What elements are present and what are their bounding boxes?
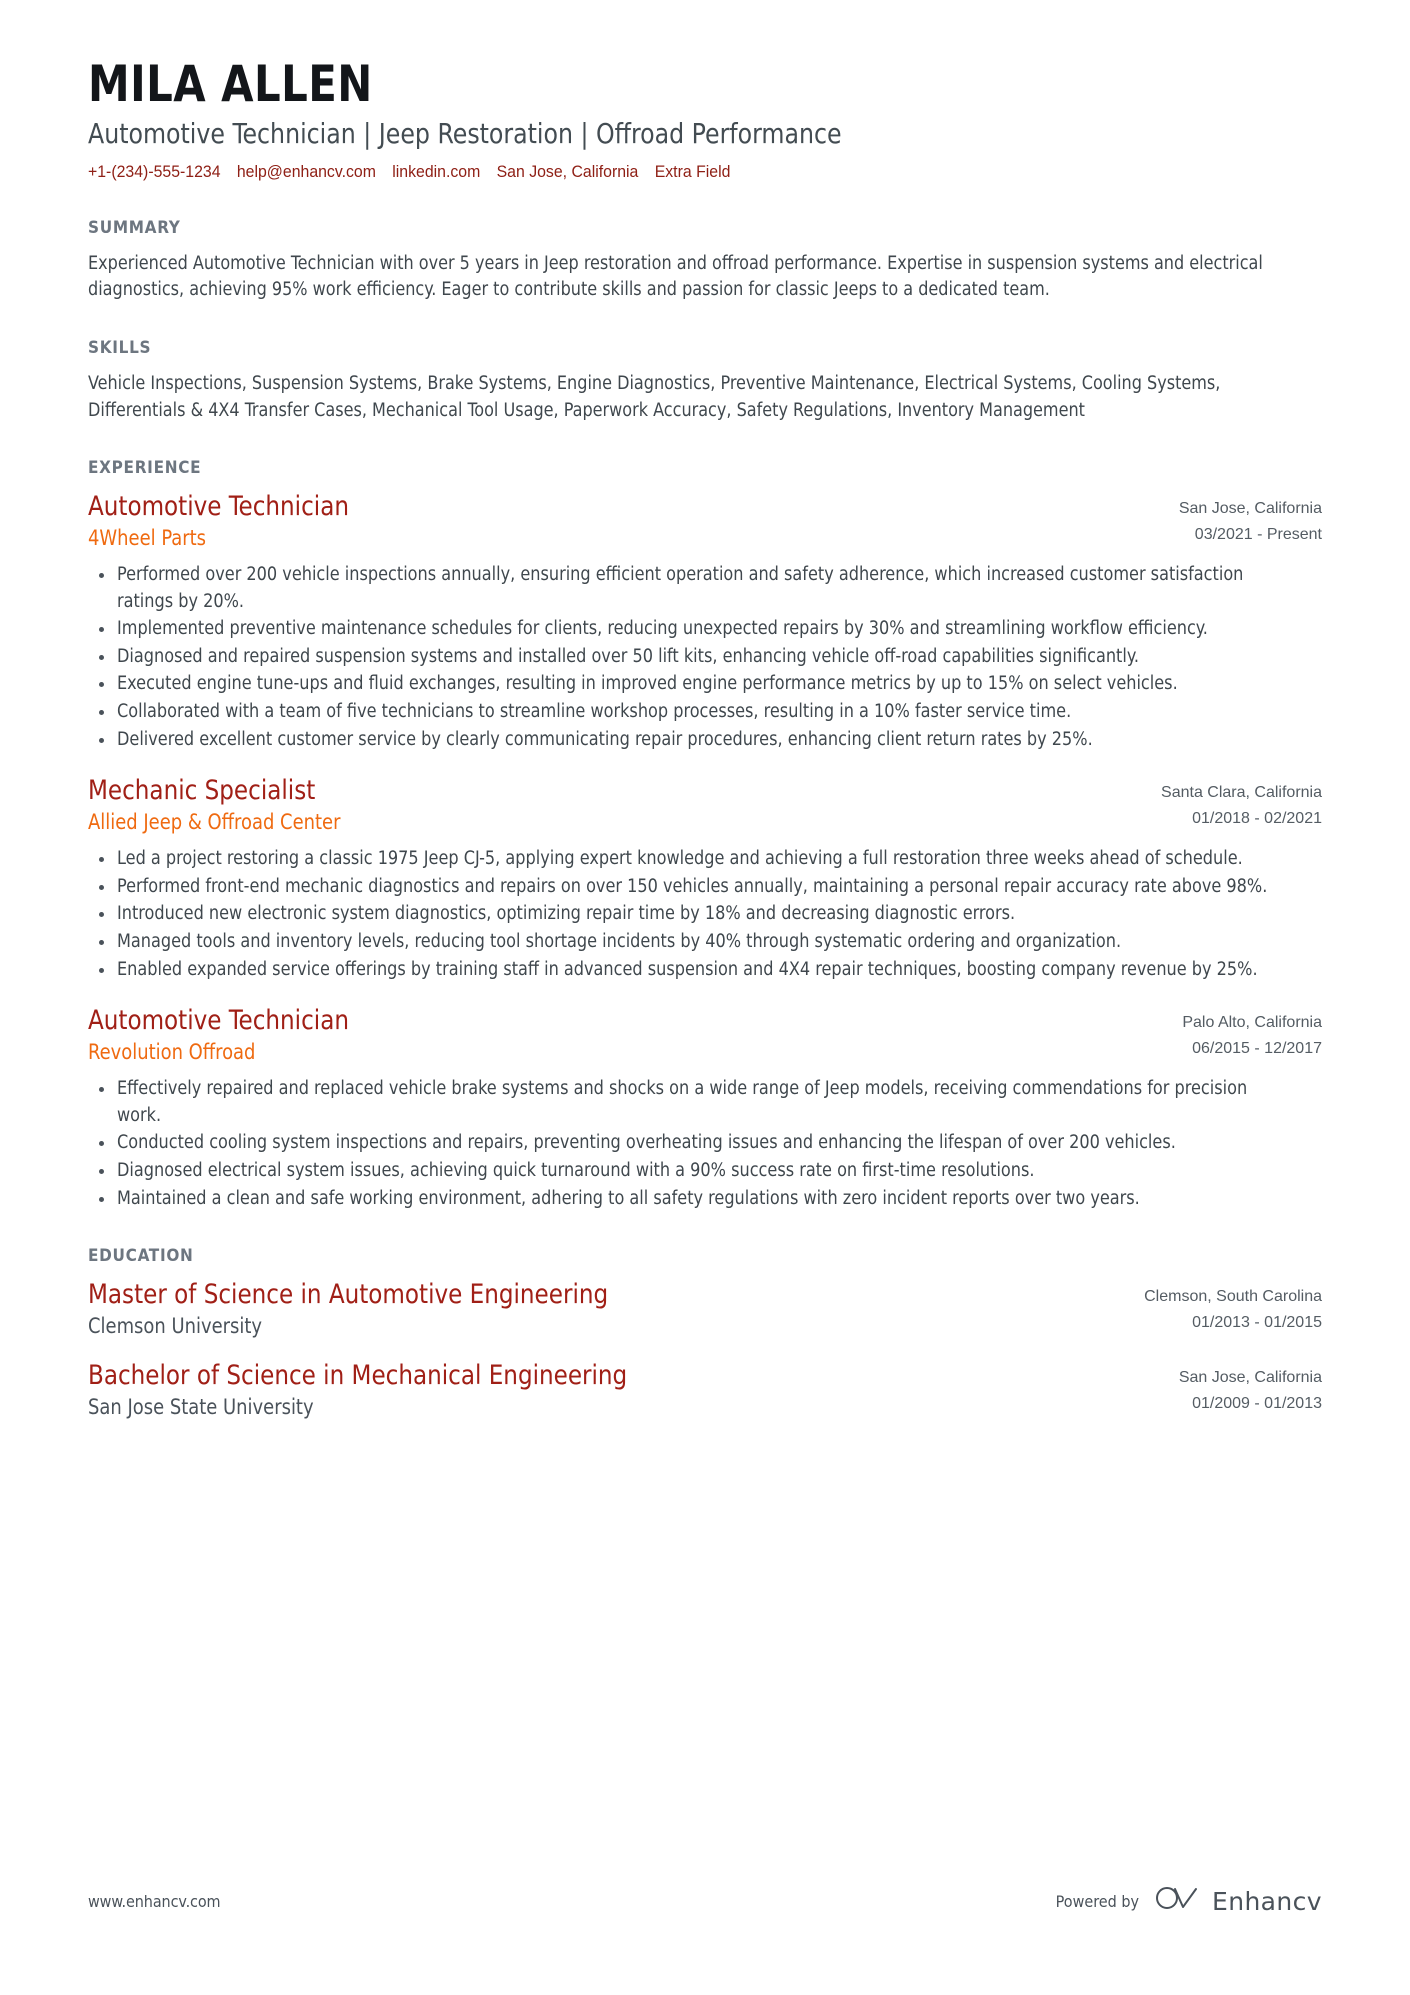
contact-extra-field: Extra Field <box>654 163 731 182</box>
education-entry-meta <box>1092 1360 1322 1417</box>
experience-bullet <box>88 644 1322 671</box>
education-entry-titles <box>88 1279 1068 1340</box>
contact-linkedin[interactable]: linkedin.com <box>392 163 481 182</box>
skills-text: Vehicle Inspections, Suspension Systems, Brake Systems, Engine Diagnostics, Preventive Maintenance, Electrical Systems, Cooling Systems, Differentials & 4X4 Transfer Cases, Mechanical Tool Usage, Paperwork Accuracy, Safety Regulations, Inventory Management <box>88 372 1221 421</box>
experience-entry-header <box>88 775 1322 836</box>
experience-entry-meta <box>1092 775 1322 832</box>
section-experience <box>88 458 1322 1212</box>
powered-by-label: Powered by <box>1055 1892 1139 1911</box>
enhancv-wordmark: Enhancv <box>1212 1887 1322 1916</box>
experience-bullet <box>88 1186 1322 1213</box>
experience-bullet-text: Performed front-end mechanic diagnostics and repairs on over 150 vehicles annually, maintaining a personal repair accuracy rate above 98%. <box>117 875 1268 897</box>
education-degree: Master of Science in Automotive Engineering <box>88 1279 609 1311</box>
experience-company-name: Allied Jeep & Offroad Center <box>88 810 341 835</box>
candidate-name: MILA ALLEN <box>88 55 373 113</box>
experience-location: Santa Clara, California <box>1161 784 1322 802</box>
experience-bullet <box>88 1130 1322 1157</box>
education-school: San Jose State University <box>88 1394 314 1419</box>
education-entry-meta <box>1092 1279 1322 1336</box>
experience-bullet <box>88 846 1322 873</box>
experience-bullet-list <box>88 846 1322 983</box>
experience-bullet <box>88 562 1322 615</box>
experience-bullet-list <box>88 1076 1322 1212</box>
experience-bullet-text: Conducted cooling system inspections and repairs, preventing overheating issues and enhancing the lifespan of over 200 vehicles. <box>117 1132 1176 1154</box>
experience-entry-header <box>88 491 1322 552</box>
footer-website-link[interactable]: www.enhancv.com <box>88 1892 221 1911</box>
experience-dates: 01/2018 - 02/2021 <box>1192 810 1322 828</box>
experience-bullet <box>88 957 1322 984</box>
section-summary <box>88 218 1322 304</box>
experience-company-name: 4Wheel Parts <box>88 526 207 551</box>
experience-bullet <box>88 929 1322 956</box>
experience-bullet <box>88 1076 1322 1129</box>
experience-entry-header <box>88 1005 1322 1066</box>
education-location: San Jose, California <box>1178 1369 1322 1387</box>
experience-bullet-text: Effectively repaired and replaced vehicle brake systems and shocks on a wide range of Jeep models, receiving commendations for precision work. <box>117 1078 1248 1126</box>
section-education <box>88 1246 1322 1421</box>
education-entry-header <box>88 1279 1322 1340</box>
experience-bullet <box>88 671 1322 698</box>
contact-email[interactable]: help@enhancv.com <box>236 163 376 182</box>
experience-list <box>88 491 1322 1212</box>
candidate-headline: Automotive Technician | Jeep Restoration | Offroad Performance <box>88 117 842 150</box>
experience-company-name: Revolution Offroad <box>88 1040 256 1065</box>
education-dates: 01/2009 - 01/2013 <box>1192 1394 1322 1412</box>
education-entry <box>88 1279 1322 1340</box>
experience-bullet <box>88 616 1322 643</box>
footer-branding <box>1056 1886 1322 1917</box>
education-list <box>88 1279 1322 1421</box>
experience-bullet-text: Introduced new electronic system diagnostics, optimizing repair time by 18% and decreasing diagnostic errors. <box>117 903 1016 925</box>
experience-bullet-text: Led a project restoring a classic 1975 Jeep CJ-5, applying expert knowledge and achieving a full restoration three weeks ahead of schedule. <box>117 848 1243 870</box>
experience-job-title: Mechanic Specialist <box>88 775 316 807</box>
education-entry <box>88 1360 1322 1421</box>
section-heading-skills: SKILLS <box>88 337 152 358</box>
section-heading-education: EDUCATION <box>88 1246 194 1267</box>
education-entry-titles <box>88 1360 1068 1421</box>
experience-bullet-text: Managed tools and inventory levels, reducing tool shortage incidents by 40% through systematic ordering and organization. <box>117 931 1122 953</box>
contact-row <box>88 161 1273 183</box>
experience-bullet-text: Delivered excellent customer service by clearly communicating repair procedures, enhancing client return rates by 25%. <box>117 728 1093 750</box>
experience-bullet-text: Maintained a clean and safe working environment, adhering to all safety regulations with zero incident reports over two years. <box>117 1187 1140 1209</box>
experience-bullet-text: Collaborated with a team of five technicians to streamline workshop processes, resulting in a 10% faster service time. <box>117 701 1072 723</box>
experience-location: San Jose, California <box>1178 500 1322 518</box>
education-degree: Bachelor of Science in Mechanical Engineering <box>88 1360 628 1392</box>
experience-entry-titles <box>88 775 1068 836</box>
experience-bullet <box>88 1158 1322 1185</box>
experience-entry <box>88 1005 1322 1212</box>
experience-bullet-text: Diagnosed electrical system issues, achieving quick turnaround with a 90% success rate on first-time resolutions. <box>117 1159 1035 1181</box>
experience-bullet-text: Implemented preventive maintenance schedules for clients, reducing unexpected repairs by 30% and streamlining workflow efficiency. <box>117 618 1208 640</box>
summary-text: Experienced Automotive Technician with over 5 years in Jeep restoration and offroad performance. Expertise in suspension systems and electrical diagnostics, achieving 95% work efficiency. Eager to contribute skills and passion for classic Jeeps to a dedicated team. <box>88 252 1263 301</box>
contact-location: San Jose, California <box>496 163 639 182</box>
education-entry-header <box>88 1360 1322 1421</box>
experience-entry-meta <box>1092 491 1322 548</box>
experience-dates: 06/2015 - 12/2017 <box>1192 1040 1322 1058</box>
education-school: Clemson University <box>88 1314 262 1339</box>
experience-job-title: Automotive Technician <box>88 1005 349 1037</box>
experience-entry-titles <box>88 491 1068 552</box>
page-footer <box>88 1886 1322 1917</box>
experience-entry <box>88 491 1322 753</box>
enhancv-brand <box>1155 1886 1322 1917</box>
experience-bullet <box>88 874 1322 901</box>
experience-bullet <box>88 901 1322 928</box>
education-location: Clemson, South Carolina <box>1144 1288 1322 1306</box>
enhancv-logo-icon <box>1155 1886 1201 1917</box>
experience-entry-meta <box>1092 1005 1322 1062</box>
section-heading-experience: EXPERIENCE <box>88 458 202 479</box>
experience-bullet-text: Enabled expanded service offerings by training staff in advanced suspension and 4X4 repair techniques, boosting company revenue by 25%. <box>117 958 1258 980</box>
experience-bullet-list <box>88 562 1322 753</box>
experience-bullet-text: Performed over 200 vehicle inspections annually, ensuring efficient operation and safety adherence, which increased customer satisfaction ratings by 20%. <box>117 563 1244 612</box>
section-heading-summary: SUMMARY <box>88 217 181 238</box>
experience-bullet-text: Executed engine tune-ups and fluid exchanges, resulting in improved engine performance metrics by up to 15% on select vehicles. <box>117 673 1178 695</box>
experience-bullet <box>88 699 1322 726</box>
experience-bullet-text: Diagnosed and repaired suspension systems and installed over 50 lift kits, enhancing vehicle off-road capabilities significantly. <box>117 645 1139 667</box>
experience-job-title: Automotive Technician <box>88 491 349 523</box>
experience-dates: 03/2021 - Present <box>1194 526 1322 544</box>
experience-entry-titles <box>88 1005 1068 1066</box>
experience-location: Palo Alto, California <box>1182 1014 1322 1032</box>
experience-bullet <box>88 727 1322 754</box>
contact-phone[interactable]: +1-(234)-555-1234 <box>88 163 221 182</box>
section-skills <box>88 338 1322 424</box>
education-dates: 01/2013 - 01/2015 <box>1192 1314 1322 1332</box>
resume-header <box>88 56 1322 184</box>
experience-entry <box>88 775 1322 983</box>
